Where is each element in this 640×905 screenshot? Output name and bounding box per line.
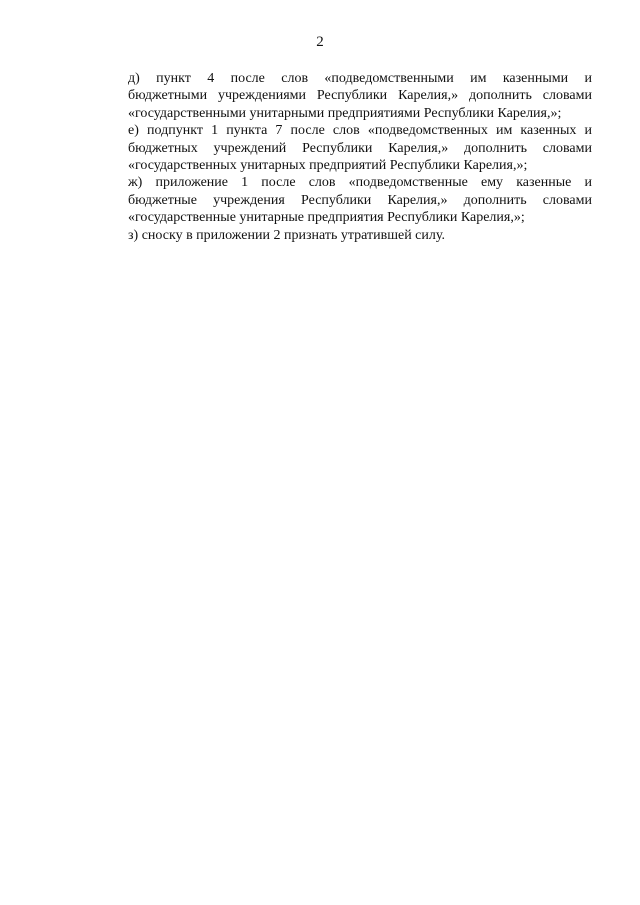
paragraph-zh (89, 174, 592, 226)
paragraph-line: ж) приложение 1 после слов «подведомственные ему казенные и (128, 175, 592, 191)
paragraph-d (89, 70, 592, 122)
document-body (89, 70, 592, 244)
paragraph-line: «государственных унитарных предприятий Республики Карелия,»; (128, 158, 528, 174)
page-number: 2 (316, 34, 324, 50)
paragraph-e (89, 122, 592, 174)
paragraph-line: бюджетными учреждениями Республики Карелия,» дополнить словами (128, 88, 592, 104)
paragraph-line: е) подпункт 1 пункта 7 после слов «подведомственных им казенных и (128, 123, 592, 139)
paragraph-line: д) пункт 4 после слов «подведомственными им казенными и (128, 71, 592, 86)
paragraph-line: «государственными унитарными предприятиями Республики Карелия,»; (128, 105, 562, 121)
paragraph-line: «государственные унитарные предприятия Республики Карелия,»; (128, 210, 525, 226)
paragraph-line: з) сноску в приложении 2 признать утратившей силу. (128, 227, 445, 243)
paragraph-z (89, 227, 592, 244)
paragraph-line: бюджетные учреждения Республики Карелия,» дополнить словами (128, 192, 592, 208)
paragraph-line: бюджетных учреждений Республики Карелия,» дополнить словами (128, 140, 592, 156)
